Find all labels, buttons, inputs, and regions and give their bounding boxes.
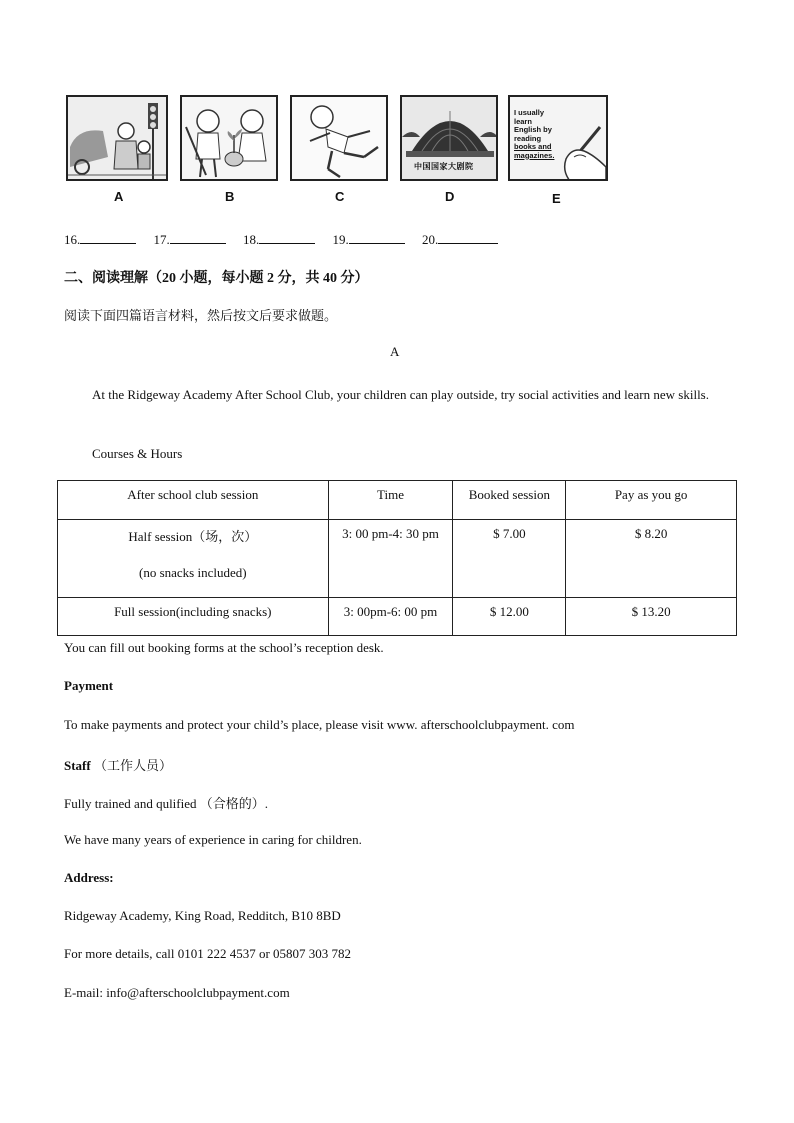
section-heading: 二、阅读理解（20 小题，每小题 2 分，共 40 分） (64, 271, 369, 286)
booking-note: You can fill out booking forms at the school’s reception desk. (64, 640, 384, 655)
picture-letter: D (445, 189, 455, 204)
address-text: Ridgeway Academy, King Road, Redditch, B10 8BD (64, 908, 341, 923)
session-cell: Full session(including snacks) (58, 598, 329, 636)
text-line: magazines. (514, 150, 555, 160)
session-note: (no snacks included) (139, 565, 247, 580)
text-line: learn (514, 116, 532, 126)
time-cell: 3: 00 pm-4: 30 pm (328, 520, 453, 598)
staff-title: Staff (64, 758, 91, 773)
answer-blank-19[interactable] (349, 231, 405, 244)
passage-letter: A (390, 344, 400, 359)
pay-cell: $ 8.20 (566, 520, 737, 598)
session-name: Half session（场，次） (128, 529, 258, 544)
staff-title-cn: （工作人员） (93, 758, 172, 773)
blank-number: 16. (64, 232, 81, 247)
blank-number: 20. (422, 232, 439, 247)
street-crossing-icon (68, 97, 168, 181)
table-header-row (58, 481, 737, 520)
table-header: Pay as you go (566, 481, 737, 520)
picture-strip (66, 95, 616, 205)
blank-number: 19. (332, 232, 349, 247)
instruction: 阅读下面四篇语言材料，然后按文后要求做题。 (64, 308, 338, 323)
answer-blank-16[interactable] (80, 231, 136, 244)
running-person-icon (292, 97, 388, 181)
answer-blank-17[interactable] (170, 231, 226, 244)
payment-text: To make payments and protect your child’s place, please visit www. afterschoolclubpayment. com (64, 717, 575, 732)
text-line: English by (514, 125, 552, 134)
tree-planting-icon (182, 97, 278, 181)
picture-letter: B (225, 189, 235, 204)
time-cell: 3: 00pm-6: 00 pm (328, 598, 453, 636)
blank-number: 18. (243, 232, 260, 247)
blank-number: 17. (153, 232, 170, 247)
picture-letter: C (335, 189, 345, 204)
answer-blank-18[interactable] (259, 231, 315, 244)
reading-text (514, 109, 554, 160)
schedule-table (57, 480, 737, 636)
table-header: Time (328, 481, 453, 520)
payment-title: Payment (64, 678, 114, 693)
text-line: books and (514, 142, 552, 151)
intro-paragraph: At the Ridgeway Academy After School Club, your children can play outside, try social activities and learn new skills. (92, 387, 709, 402)
staff-line-1: Fully trained and qulified （合格的）. (64, 796, 269, 811)
booked-cell: $ 7.00 (453, 520, 566, 598)
staff-heading (64, 755, 172, 774)
staff-line-2: We have many years of experience in caring for children. (64, 832, 362, 847)
text-line: I usually (514, 108, 545, 117)
session-cell (58, 520, 329, 598)
booked-cell: $ 12.00 (453, 598, 566, 636)
table-header: After school club session (58, 481, 329, 520)
table-header: Booked session (453, 481, 566, 520)
pay-cell: $ 13.20 (566, 598, 737, 636)
address-title: Address: (64, 870, 114, 885)
text-line: reading (514, 133, 542, 143)
courses-label: Courses & Hours (92, 446, 183, 461)
answer-blank-20[interactable] (438, 231, 498, 244)
theatre-caption: 中国国家大剧院 (414, 162, 474, 171)
answer-blanks (64, 231, 512, 248)
picture-letter: E (552, 191, 561, 206)
picture-letter: A (114, 189, 124, 204)
table-row (58, 598, 737, 636)
contact-phone: For more details, call 0101 222 4537 or 05807 303 782 (64, 946, 352, 961)
table-row (58, 520, 737, 598)
contact-email: E-mail: info@afterschoolclubpayment.com (64, 985, 290, 1000)
